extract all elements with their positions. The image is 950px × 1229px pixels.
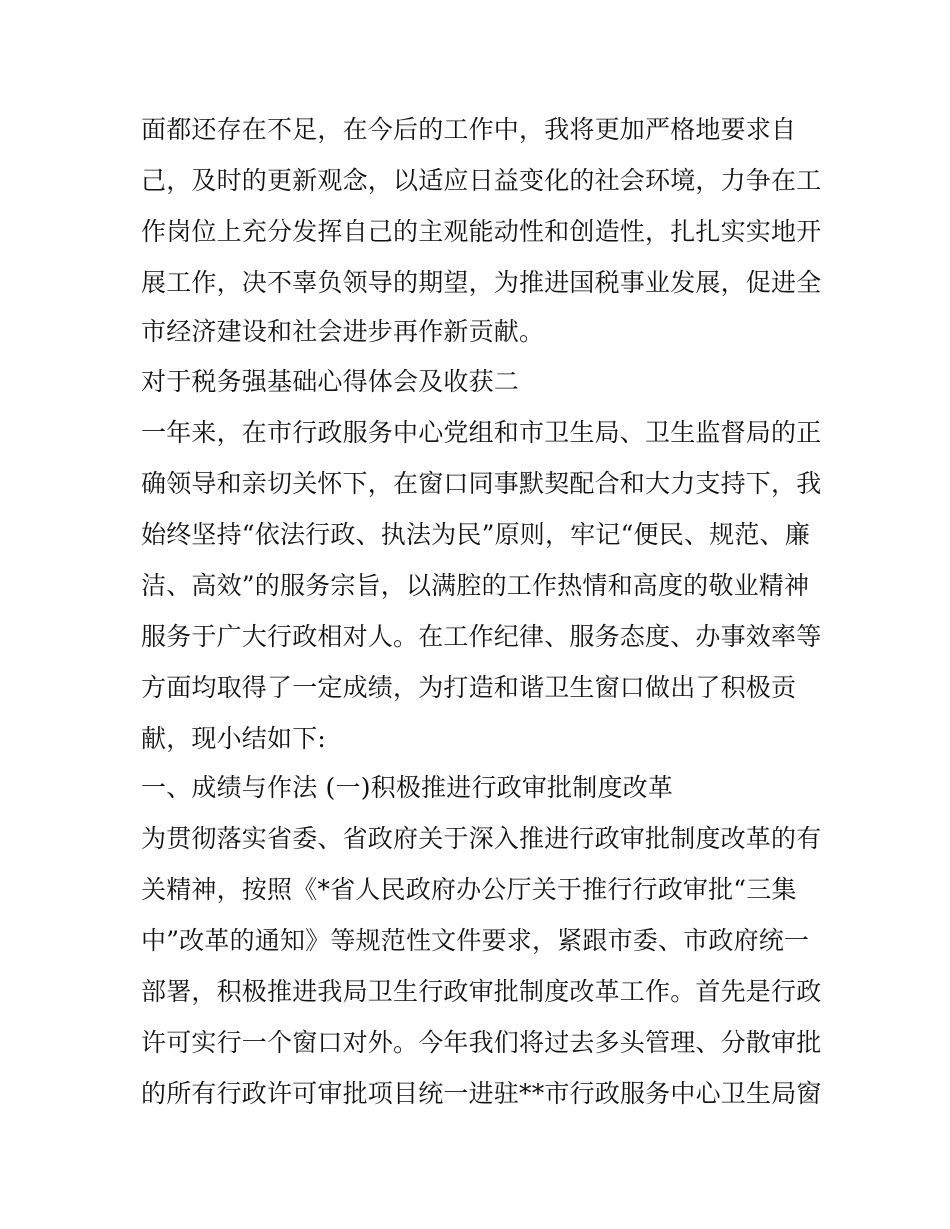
section-heading: 对于税务强基础心得体会及收获二 <box>141 367 520 396</box>
paragraph-line: 己，及时的更新观念，以适应日益变化的社会环境，力争在工 <box>141 166 822 195</box>
paragraph-line: 为贯彻落实省委、省政府关于深入推进行政审批制度改革的有 <box>141 824 822 853</box>
paragraph-line: 作岗位上充分发挥自己的主观能动性和创造性，扎扎实实地开 <box>141 217 822 246</box>
paragraph-line: 面都还存在不足，在今后的工作中，我将更加严格地要求自 <box>141 115 797 144</box>
paragraph-line: 始终坚持“依法行政、执法为民”原则，牢记“便民、规范、廉 <box>141 520 810 549</box>
paragraph-line: 服务于广大行政相对人。在工作纪律、服务态度、办事效率等 <box>141 622 822 651</box>
paragraph-line: 一年来，在市行政服务中心党组和市卫生局、卫生监督局的正 <box>141 418 822 447</box>
paragraph-line: 市经济建设和社会进步再作新贡献。 <box>141 317 545 346</box>
paragraph-line: 关精神，按照《*省人民政府办公厅关于推行行政审批“三集 <box>141 875 797 904</box>
paragraph-line: 确领导和亲切关怀下，在窗口同事默契配合和大力支持下，我 <box>141 469 822 498</box>
paragraph-line: 中”改革的通知》等规范性文件要求，紧跟市委、市政府统一 <box>141 926 810 955</box>
paragraph-line: 的所有行政许可审批项目统一进驻**市行政服务中心卫生局窗 <box>141 1079 822 1108</box>
paragraph-line: 展工作，决不辜负领导的期望，为推进国税事业发展，促进全 <box>141 268 822 297</box>
paragraph-line: 献，现小结如下: <box>141 724 327 753</box>
paragraph-line: 许可实行一个窗口对外。今年我们将过去多头管理、分散审批 <box>141 1028 822 1057</box>
paragraph-line: 部署，积极推进我局卫生行政审批制度改革工作。首先是行政 <box>141 977 822 1006</box>
paragraph-line: 洁、高效”的服务宗旨，以满腔的工作热情和高度的敬业精神 <box>141 571 810 600</box>
section-heading: 一、成绩与作法 (一)积极推进行政审批制度改革 <box>141 773 674 802</box>
paragraph-line: 方面均取得了一定成绩，为打造和谐卫生窗口做出了积极贡 <box>141 673 797 702</box>
